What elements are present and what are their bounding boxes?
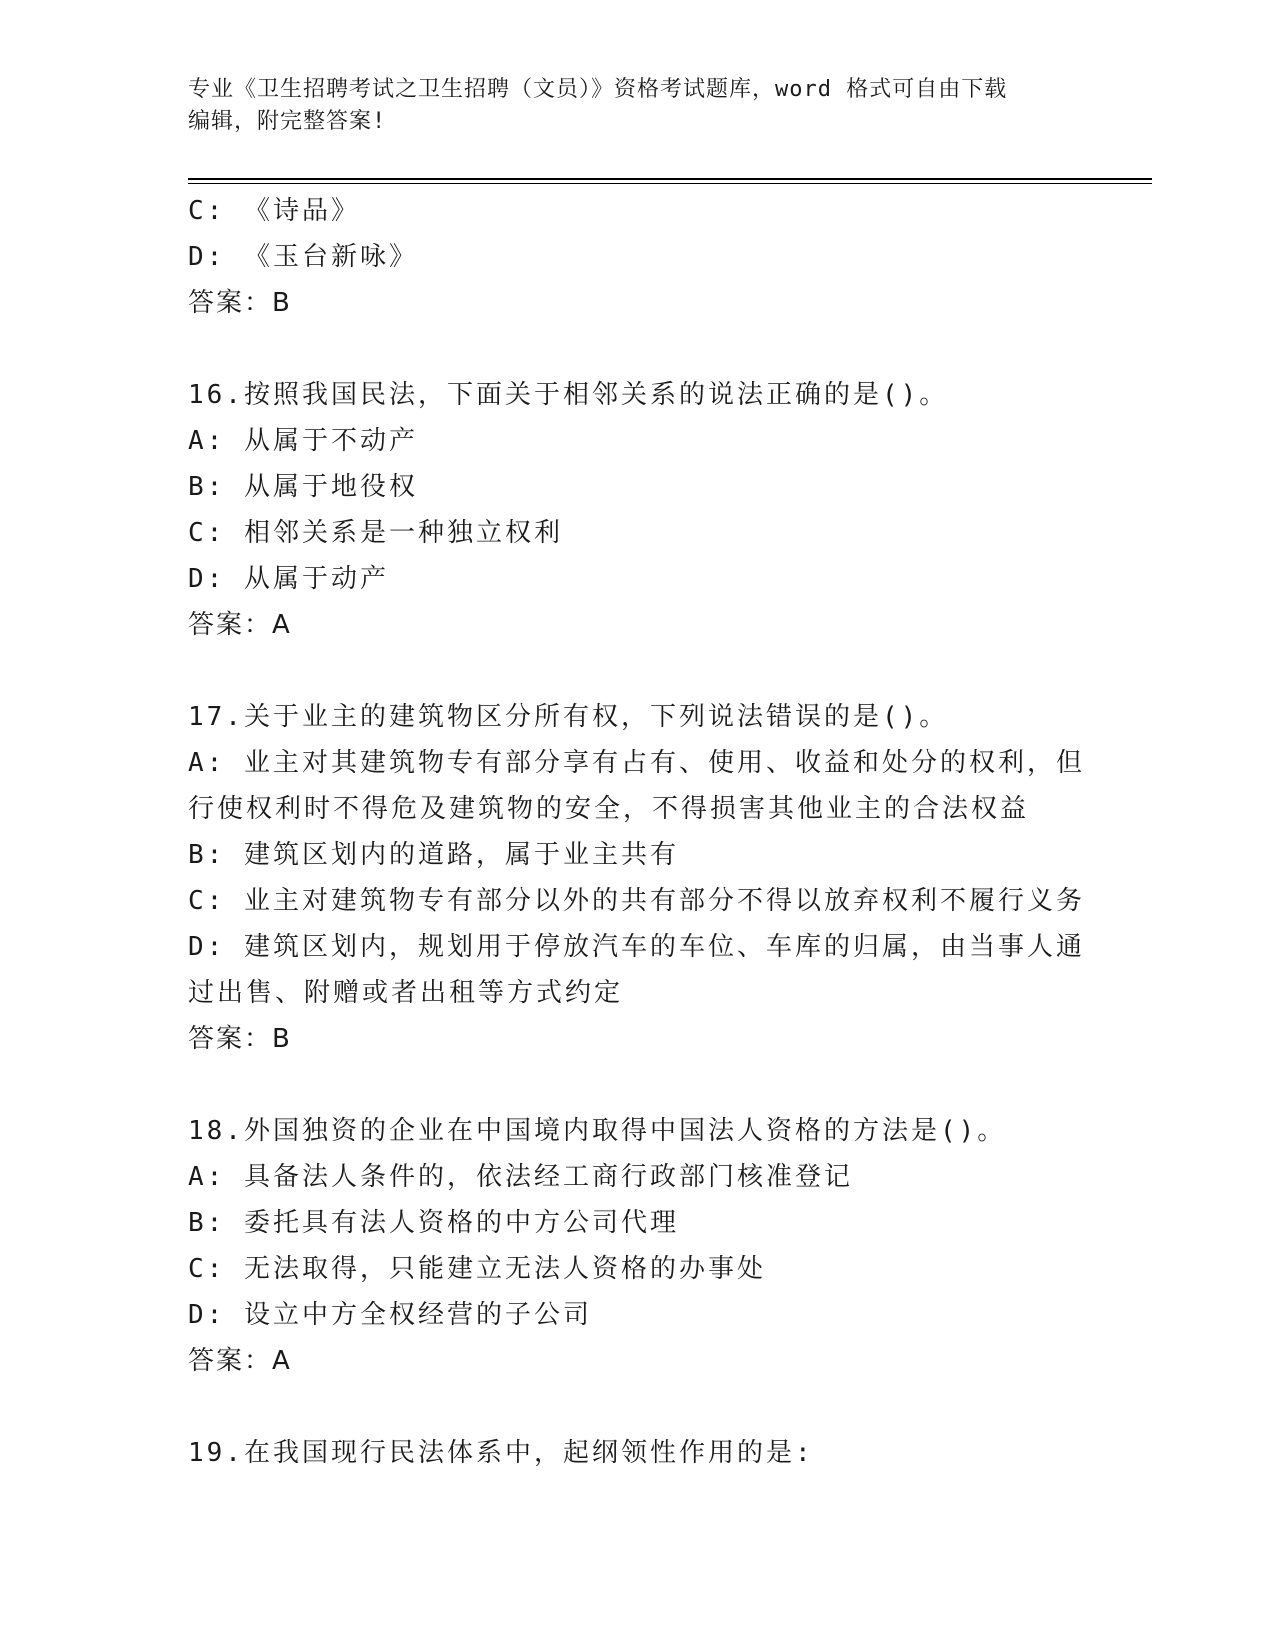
option-a: A: 具备法人条件的，依法经工商行政部门核准登记: [188, 1162, 853, 1192]
question-stem: 19.在我国现行民法体系中，起纲领性作用的是:: [188, 1438, 814, 1468]
option-c: C: 无法取得，只能建立无法人资格的办事处: [188, 1254, 766, 1284]
question-18: [188, 1108, 1088, 1384]
option-d: D: 建筑区划内，规划用于停放汽车的车位、车库的归属，由当事人通: [188, 932, 1085, 962]
option-c: C: 《诗品》: [188, 196, 360, 226]
header-line-1: 专业《卫生招聘考试之卫生招聘（文员）》资格考试题库，word 格式可自由下载: [188, 77, 1008, 102]
answer-line: 答案：A: [188, 1346, 292, 1376]
option-d: D: 从属于动产: [188, 564, 389, 594]
question-17: [188, 694, 1088, 1062]
header-rule-thin: [188, 183, 1152, 184]
spacer: [188, 1062, 1088, 1108]
option-d: D: 设立中方全权经营的子公司: [188, 1300, 592, 1330]
answer-line: 答案：A: [188, 610, 292, 640]
previous-question-tail: [188, 188, 1088, 326]
question-stem: 17.关于业主的建筑物区分所有权，下列说法错误的是()。: [188, 702, 949, 732]
answer-line: 答案：B: [188, 288, 292, 318]
header-line-2: 编辑，附完整答案!: [188, 109, 387, 134]
option-b: B: 委托具有法人资格的中方公司代理: [188, 1208, 679, 1238]
option-a: A: 业主对其建筑物专有部分享有占有、使用、收益和处分的权利，但: [188, 748, 1085, 778]
document-header: [188, 74, 1088, 138]
spacer: [188, 1384, 1088, 1430]
option-a-continued: 行使权利时不得危及建筑物的安全，不得损害其他业主的合法权益: [188, 794, 1030, 824]
header-rule-thick: [188, 178, 1152, 180]
option-d-continued: 过出售、附赠或者出租等方式约定: [188, 978, 624, 1008]
answer-line: 答案：B: [188, 1024, 292, 1054]
option-b: B: 建筑区划内的道路，属于业主共有: [188, 840, 679, 870]
option-b: B: 从属于地役权: [188, 472, 418, 502]
question-content: [188, 188, 1088, 1476]
option-d: D: 《玉台新咏》: [188, 242, 418, 272]
question-19: [188, 1430, 1088, 1476]
option-a: A: 从属于不动产: [188, 426, 418, 456]
spacer: [188, 648, 1088, 694]
question-stem: 18.外国独资的企业在中国境内取得中国法人资格的方法是()。: [188, 1116, 1007, 1146]
option-c: C: 相邻关系是一种独立权利: [188, 518, 563, 548]
question-16: [188, 372, 1088, 648]
option-c: C: 业主对建筑物专有部分以外的共有部分不得以放弃权利不履行义务: [188, 886, 1085, 916]
question-stem: 16.按照我国民法，下面关于相邻关系的说法正确的是()。: [188, 380, 949, 410]
spacer: [188, 326, 1088, 372]
